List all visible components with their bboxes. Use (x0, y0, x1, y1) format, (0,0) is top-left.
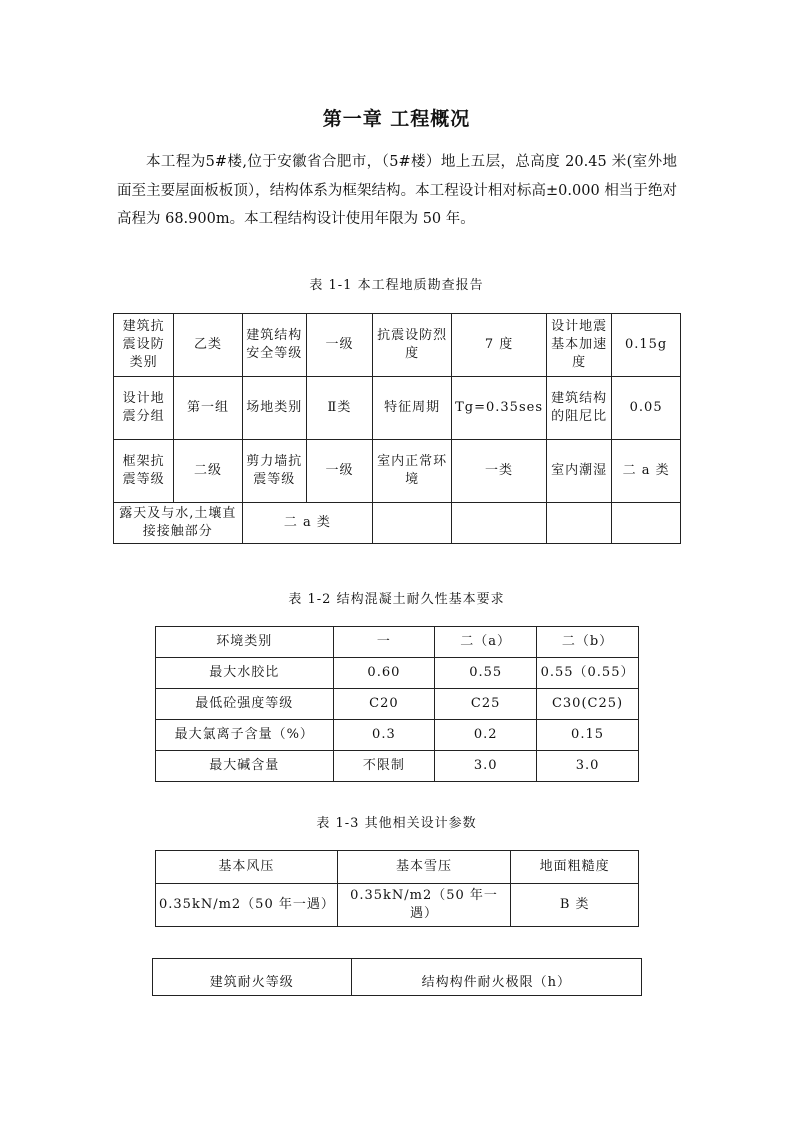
fire-rating-table (152, 958, 642, 996)
table-cell: 不限制 (333, 751, 435, 782)
table-row (114, 314, 681, 377)
geology-table-body (114, 314, 681, 544)
table-cell: 0.2 (435, 720, 537, 751)
table-cell: 露天及与水,土壤直接接触部分 (114, 503, 243, 544)
table-cell: 二（b） (537, 627, 639, 658)
table-cell: 二 a 类 (242, 503, 373, 544)
table-row (114, 377, 681, 440)
table-cell: 一级 (306, 440, 372, 503)
table-cell: 一 (333, 627, 435, 658)
table-cell: 建筑抗震设防类别 (114, 314, 174, 377)
table-cell: C30(C25) (537, 689, 639, 720)
table-cell: Tg=0.35ses (452, 377, 547, 440)
table-row (156, 658, 639, 689)
intro-paragraph: 本工程为5#楼,位于安徽省合肥市，（5#楼）地上五层，总高度 20.45 米(室外地面至主要屋面板板顶），结构体系为框架结构。本工程设计相对标高±0.000 相当于绝对高程为 68.900m。本工程结构设计使用年限为 50 年。 (117, 154, 677, 227)
table-row (114, 503, 681, 544)
table-cell: 第一组 (174, 377, 242, 440)
table-cell: 场地类别 (242, 377, 306, 440)
table-cell (612, 503, 681, 544)
table-cell: 设计地震基本加速度 (547, 314, 612, 377)
table-cell: 最大碱含量 (156, 751, 334, 782)
table-cell: 二（a） (435, 627, 537, 658)
table-cell: 建筑耐火等级 (153, 959, 352, 996)
table-row (156, 751, 639, 782)
table-cell: 基本风压 (156, 851, 338, 884)
table1-caption: 表 1-1 本工程地质勘查报告 (309, 278, 484, 293)
table-cell: 框架抗震等级 (114, 440, 174, 503)
table-cell: 0.55 (435, 658, 537, 689)
table-cell: 设计地震分组 (114, 377, 174, 440)
table-cell: 二级 (174, 440, 242, 503)
table-cell: 0.15 (537, 720, 639, 751)
table-cell: 0.35kN/m2（50 年一遇） (156, 884, 338, 927)
table-cell: 3.0 (435, 751, 537, 782)
table-cell: 0.60 (333, 658, 435, 689)
table-cell: 地面粗糙度 (511, 851, 639, 884)
table-cell: 二 a 类 (612, 440, 681, 503)
table-row (156, 884, 639, 927)
table-cell: 特征周期 (373, 377, 452, 440)
durability-table-body (156, 627, 639, 782)
durability-table (155, 626, 639, 782)
table-cell: 最大氯离子含量（%） (156, 720, 334, 751)
table-cell: 环境类别 (156, 627, 334, 658)
table-cell (373, 503, 452, 544)
table-row (156, 627, 639, 658)
table-cell (452, 503, 547, 544)
table-cell: 最大水胶比 (156, 658, 334, 689)
table-cell: 室内正常环境 (373, 440, 452, 503)
table-cell: 0.35kN/m2（50 年一遇） (337, 884, 511, 927)
table-cell (547, 503, 612, 544)
table-row (156, 851, 639, 884)
table-cell: 一级 (306, 314, 372, 377)
table-cell: C25 (435, 689, 537, 720)
table2-caption: 表 1-2 结构混凝土耐久性基本要求 (288, 592, 505, 607)
table-cell: 建筑结构安全等级 (242, 314, 306, 377)
table-cell: 结构构件耐火极限（h） (351, 959, 641, 996)
table-cell: 最低砼强度等级 (156, 689, 334, 720)
table-cell: 3.0 (537, 751, 639, 782)
table-cell: 乙类 (174, 314, 242, 377)
table-cell: 0.55（0.55） (537, 658, 639, 689)
table-row (156, 720, 639, 751)
table-cell: B 类 (511, 884, 639, 927)
table-cell: 一类 (452, 440, 547, 503)
table-cell: 0.3 (333, 720, 435, 751)
table-cell: 0.15g (612, 314, 681, 377)
table-cell: 剪力墙抗震等级 (242, 440, 306, 503)
table-row (153, 959, 642, 996)
table-row (114, 440, 681, 503)
table-cell: 7 度 (452, 314, 547, 377)
design-params-table (155, 850, 639, 927)
table-row (156, 689, 639, 720)
table-cell: 基本雪压 (337, 851, 511, 884)
table-cell: 0.05 (612, 377, 681, 440)
geology-table (113, 313, 681, 544)
table-cell: 抗震设防烈度 (373, 314, 452, 377)
table-cell: Ⅱ类 (306, 377, 372, 440)
table3-caption: 表 1-3 其他相关设计参数 (316, 816, 477, 831)
table-cell: C20 (333, 689, 435, 720)
table-cell: 室内潮湿 (547, 440, 612, 503)
chapter-title: 第一章 工程概况 (322, 108, 471, 130)
table-cell: 建筑结构的阻尼比 (547, 377, 612, 440)
